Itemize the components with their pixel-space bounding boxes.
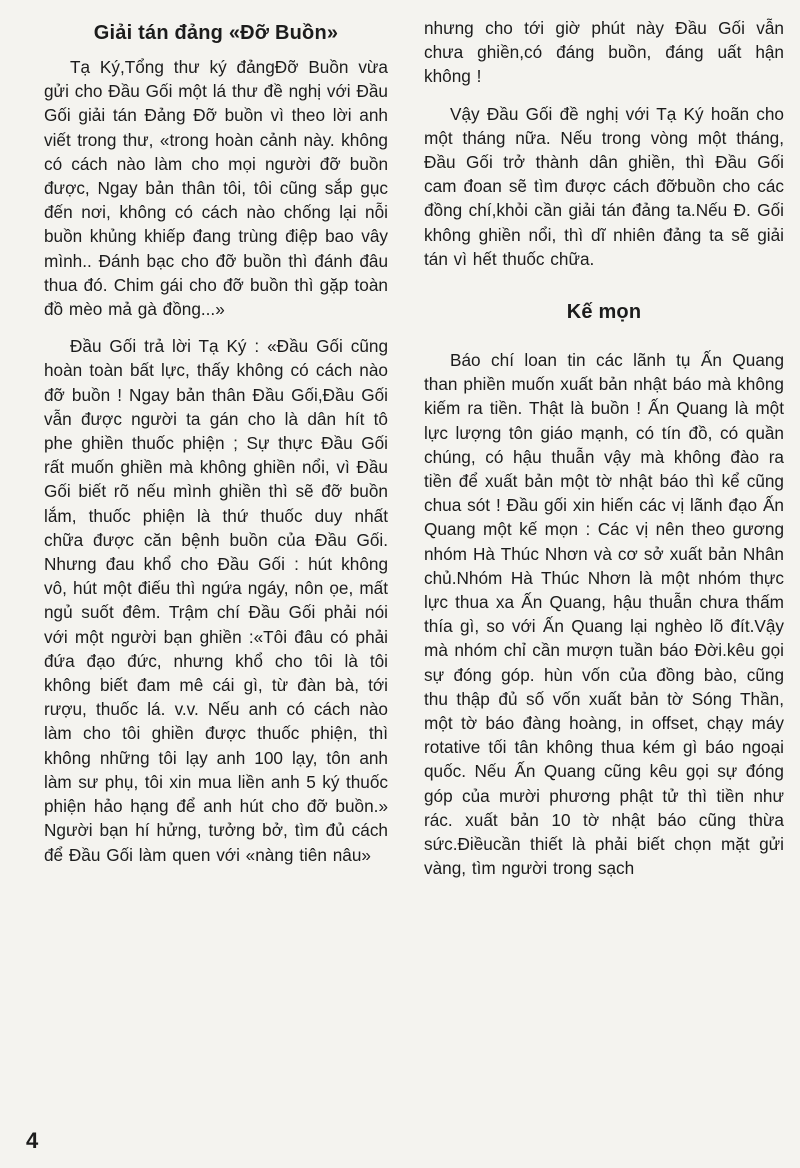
- article-title-2: Kế mọn: [566, 301, 642, 324]
- left-column: [44, 14, 388, 880]
- article-paragraph: Báo chí loan tin các lãnh tụ Ấn Quang than phiền muốn xuất bản nhật báo mà không kiếm ra tiền. Thật là buồn ! Ấn Quang là một lực lượng tôn giáo mạnh, có tín đồ, có quần chúng, có hậu thuẫn vậy mà không đào ra tiền để xuất bản một tờ nhật báo thì kể cũng chua sót ! Đầu gối xin hiến các vị lãnh đạo Ấn Quang một kế mọn : Các vị nên theo gương nhóm Hà Thúc Nhơn và cơ sở xuất bản Nhân chủ.Nhóm Hà Thúc Nhơn là một nhóm thực lực thua xa Ấn Quang, hậu thuẫn chưa thấm thía gì, so với Ấn Quang lại nghèo lõ đít.Vậy mà nhóm chỉ cần mượn tuần báo Đời.kêu gọi sự đóng góp. hùn vốn của đồng bào, cũng thu thập đủ số vốn xuất bản tờ Sóng Thần, một tờ báo đàng hoàng, in offset, chạy máy rotative tối tân không thua kém gì báo ngoại quốc. Nếu Ấn Quang cũng kêu gọi sự đóng góp của mười phương phật tử thì tiền như rác. xuất bản 10 tờ nhật báo cũng thừa sức.Điềucần thiết là phải biết chọn mặt gửi vàng, tìm người trong sạch: [424, 350, 784, 879]
- article-paragraph: Đầu Gối trả lời Tạ Ký : «Đầu Gối cũng hoàn toàn bất lực, thấy không có cách nào đỡ buồn ! Ngay bản thân Đầu Gối,Đầu Gối vẫn được người ta gán cho là dân hít tô phe ghiền thuốc phiện ; Sự thực Đầu Gối rất muốn ghiền mà không ghiền nổi, vì Đầu Gối biết rõ nếu mình ghiền thì sẽ đỡ buồn lắm, thuốc phiện là thứ thuốc duy nhất chữa được căn bệnh buồn của Đầu Gối. Nhưng đau khổ cho Đầu Gối : hút không vô, hút một điếu thì ngứa ngáy, nôn ọe, mất ngủ suốt đêm. Trậm chí Đầu Gối phải nói với một người bạn ghiền :«Tôi đâu có phải đứa đạo đức, nhưng khổ cho tôi là tôi không biết đam mê cái gì, từ đàn bà, tới rượu, thuốc lá. v.v. Nếu anh có cách nào làm cho tôi ghiền được thuốc phiện, thì không những tôi lạy anh 100 lạy, tôn anh làm sư phụ, tôi xin mua liền anh 5 ký thuốc phiện hảo hạng để anh hút cho đỡ buồn.» Người bạn hí hửng, tưởng bở, tìm đủ cách để Đầu Gối làm quen với «nàng tiên nâu»: [44, 336, 388, 865]
- article-title: Giải tán đảng «Đỡ Buồn»: [93, 22, 339, 44]
- article-paragraph-continued: nhưng cho tới giờ phút này Đầu Gối vẫn chưa ghiền,có đáng buồn, đáng uất hận không !: [424, 18, 784, 87]
- right-column: [424, 16, 784, 894]
- article-paragraph: Vậy Đầu Gối đề nghị với Tạ Ký hoãn cho một tháng nữa. Nếu trong vòng một tháng, Đầu Gối trở thành dân ghiền, thì Đầu Gối cam đoan sẽ tìm được cách đỡbuồn cho các đồng chí,khỏi cần giải tán đảng ta.Nếu Đ. Gối không ghiền nổi, thì dĩ nhiên đảng ta sẽ giải tán vì hết thuốc chữa.: [424, 103, 784, 269]
- article-paragraph: Tạ Ký,Tổng thư ký đảngĐỡ Buồn vừa gửi cho Đầu Gối một lá thư đề nghị với Đầu Gối giải tán Đảng Đỡ buồn vì theo lời anh viết trong thư, «trong hoàn cảnh này. không có cách nào làm cho mọi người đỡ buồn được, Ngay bản thân tôi, tôi cũng sắp gục đến nơi, không có cách nào chống lại nỗi buồn khủng khiếp đang trùng điệp bao vây mình.. Đánh bạc cho đỡ buồn thì đánh đâu thua đó. Chim gái cho đỡ buồn thì gặp toàn đồ mèo mả gà đồng...»: [44, 57, 388, 320]
- page-number: 4: [26, 1128, 39, 1153]
